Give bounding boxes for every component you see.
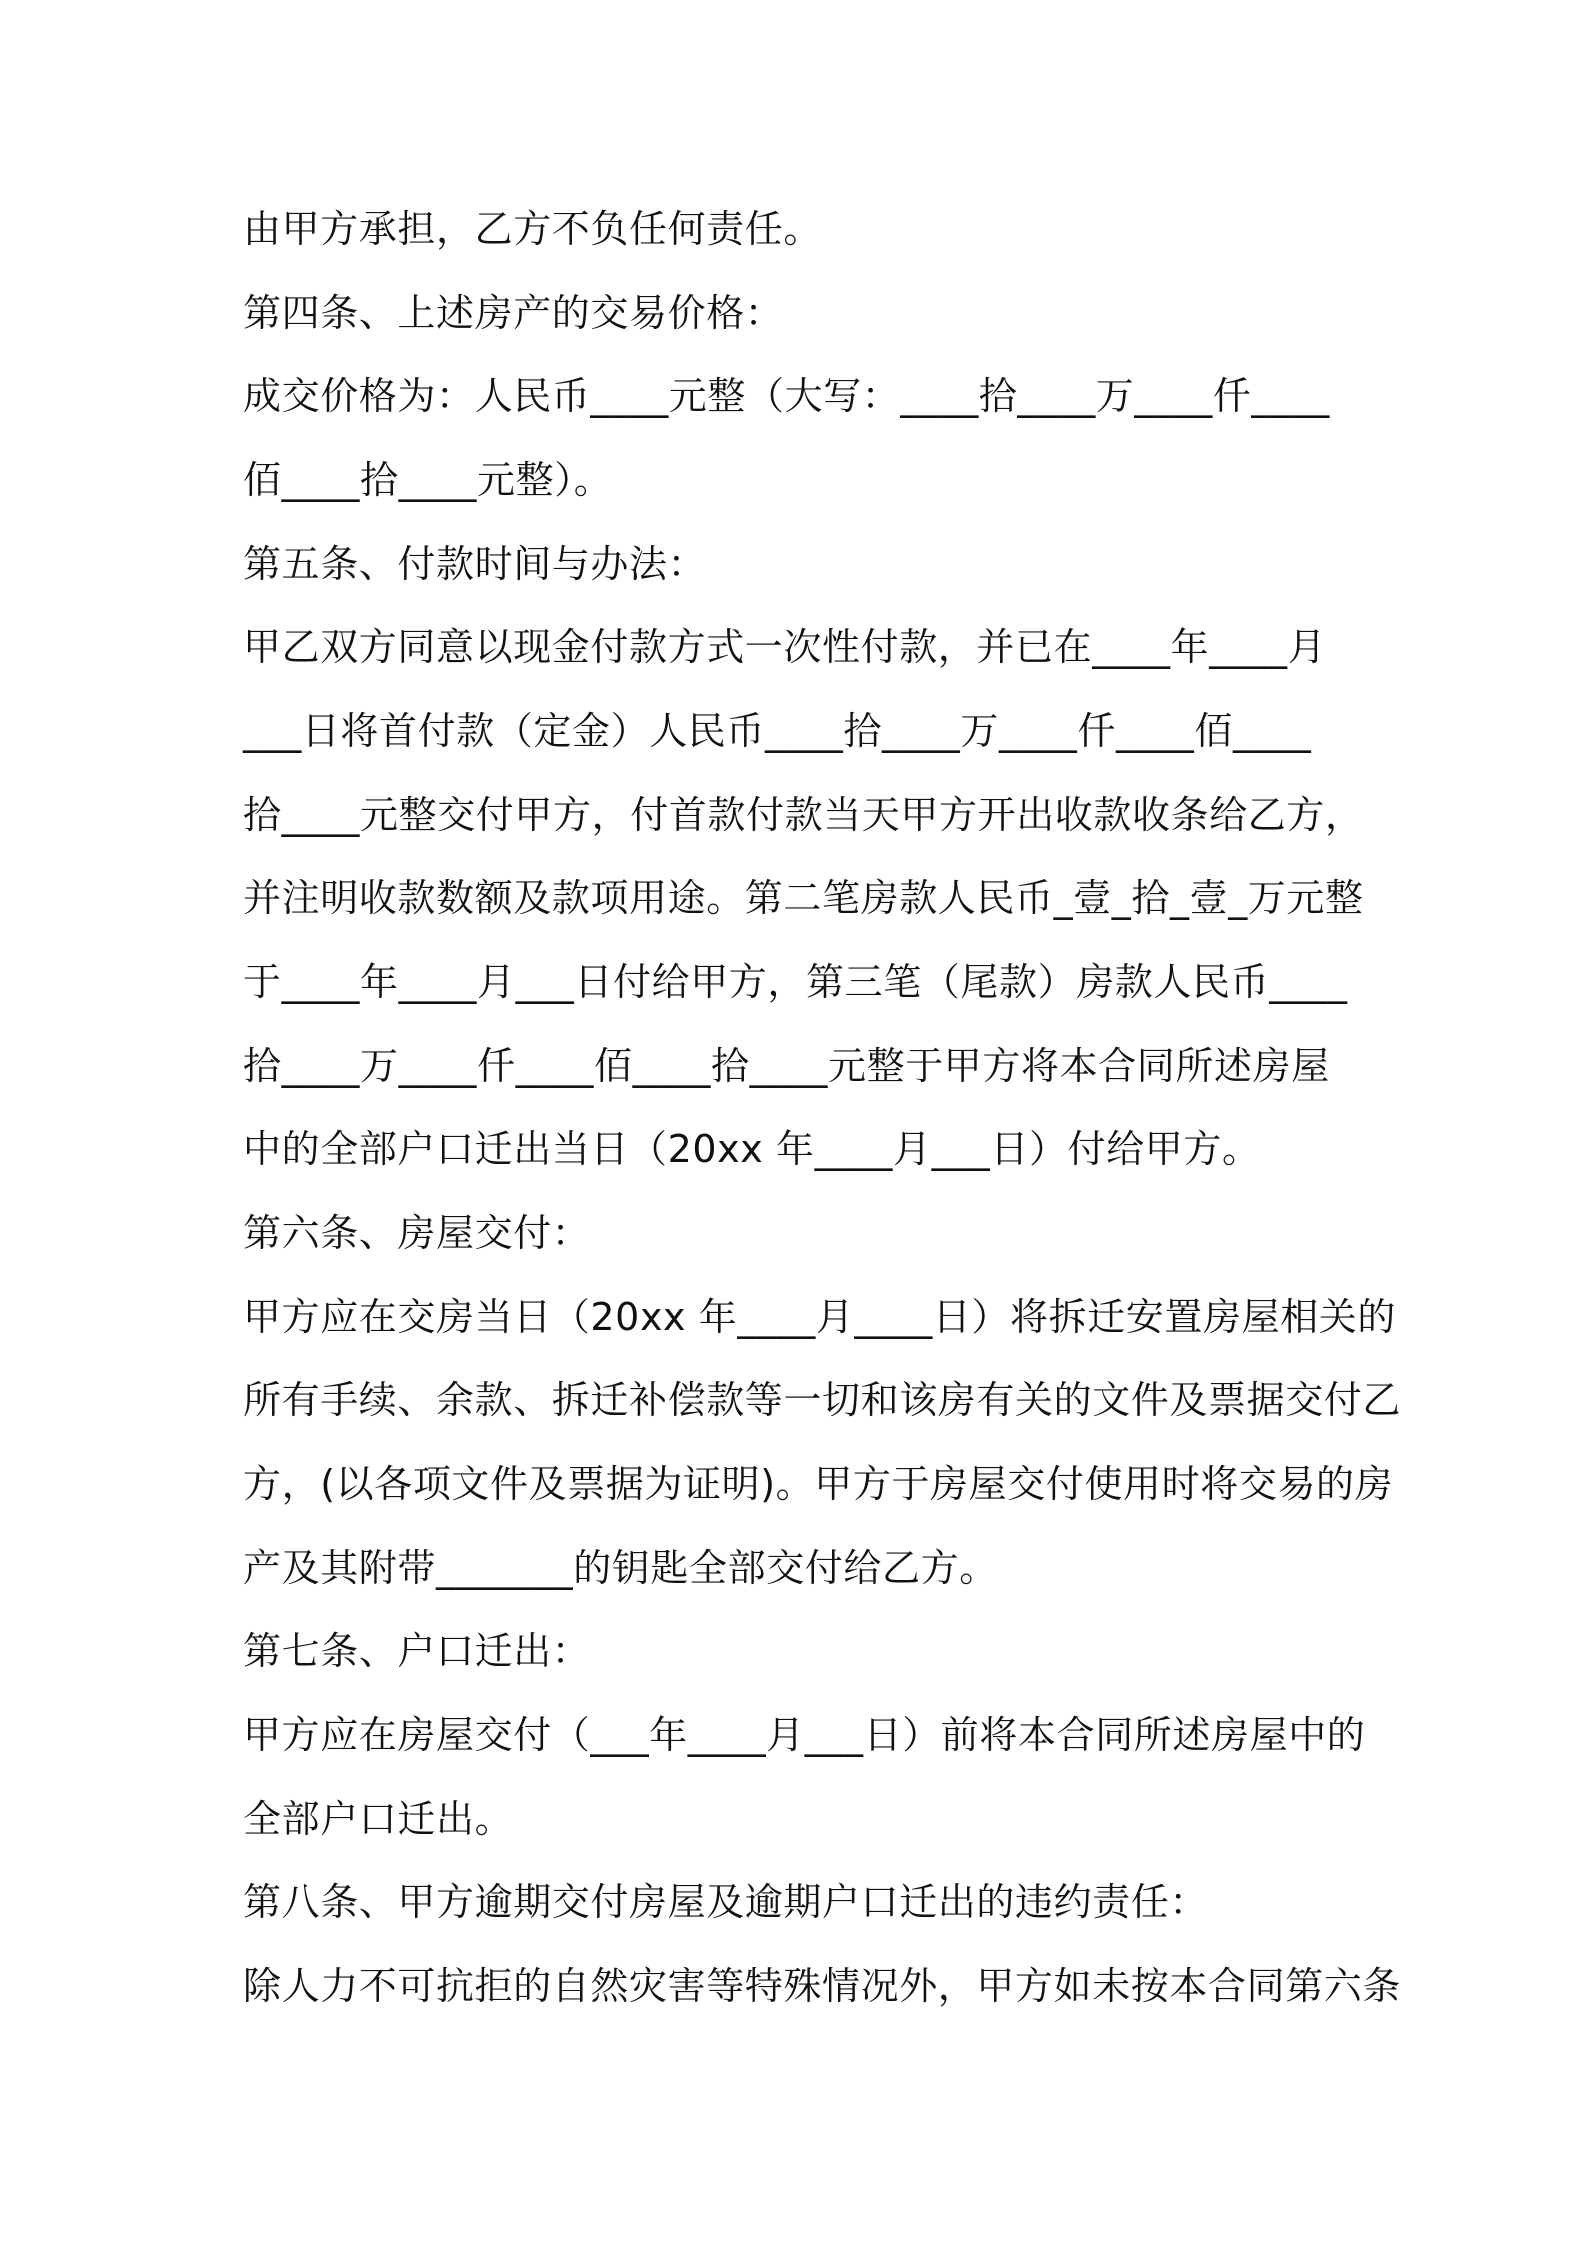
text-line: 拾____万____仟____佰____拾____元整于甲方将本合同所述房屋 — [243, 1044, 1330, 1088]
text-line: 方，(以各项文件及票据为证明)。甲方于房屋交付使用时将交易的房 — [243, 1462, 1394, 1506]
text-line: ___日将首付款（定金）人民币____拾____万____仟____佰____ — [243, 709, 1312, 753]
text-line: 于____年____月___日付给甲方，第三笔（尾款）房款人民币____ — [243, 960, 1348, 1004]
text-line: 甲方应在房屋交付（___年____月___日）前将本合同所述房屋中的 — [243, 1713, 1366, 1757]
text-line: 并注明收款数额及款项用途。第二笔房款人民币_壹_拾_壹_万元整 — [243, 876, 1364, 920]
text-line: 佰____拾____元整）。 — [243, 458, 613, 502]
text-line: 甲乙双方同意以现金付款方式一次性付款，并已在____年____月 — [243, 625, 1327, 669]
section-heading-article-4: 第四条、上述房产的交易价格： — [243, 291, 784, 335]
text-line: 拾____元整交付甲方，付首款付款当天甲方开出收款收条给乙方， — [243, 793, 1364, 837]
section-heading-article-5: 第五条、付款时间与办法： — [243, 542, 707, 586]
section-heading-article-8: 第八条、甲方逾期交付房屋及逾期户口迁出的违约责任： — [243, 1880, 1209, 1924]
section-heading-article-7: 第七条、户口迁出： — [243, 1629, 591, 1673]
text-line: 中的全部户口迁出当日（20xx 年____月___日）付给甲方。 — [243, 1127, 1261, 1171]
text-line: 全部户口迁出。 — [243, 1797, 514, 1841]
section-heading-article-6: 第六条、房屋交付： — [243, 1211, 591, 1255]
text-line: 由甲方承担，乙方不负任何责任。 — [243, 207, 823, 251]
text-line: 除人力不可抗拒的自然灾害等特殊情况外，甲方如未按本合同第六条 — [243, 1964, 1402, 2008]
text-line: 甲方应在交房当日（20xx 年____月____日）将拆迁安置房屋相关的 — [243, 1295, 1397, 1339]
text-line: 产及其附带_______的钥匙全部交付给乙方。 — [243, 1546, 998, 1590]
text-line: 所有手续、余款、拆迁补偿款等一切和该房有关的文件及票据交付乙 — [243, 1378, 1402, 1422]
text-line: 成交价格为：人民币____元整（大写：____拾____万____仟____ — [243, 374, 1330, 418]
